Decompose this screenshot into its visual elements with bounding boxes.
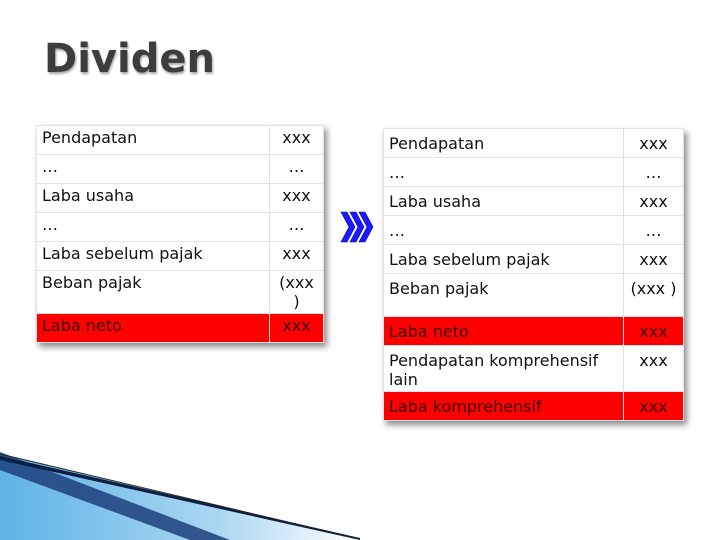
income-statement-table-right [383, 128, 684, 421]
table-row-highlighted [384, 392, 684, 421]
row-label: … [384, 158, 624, 187]
table-row [37, 213, 324, 242]
table-row-highlighted [37, 314, 324, 343]
row-value: xxx [270, 126, 324, 155]
triple-chevron-right-icon [339, 210, 375, 244]
row-value: … [624, 216, 684, 245]
row-value: xxx [624, 245, 684, 274]
table-row [384, 274, 684, 317]
row-label: Pendapatan komprehensif lain [384, 346, 624, 392]
table-row [37, 184, 324, 213]
row-label: Beban pajak [37, 271, 270, 314]
table-row [37, 271, 324, 314]
row-label: Pendapatan [37, 126, 270, 155]
table-row [384, 158, 684, 187]
table-row [37, 242, 324, 271]
income-statement-table-left [36, 125, 324, 343]
row-value: xxx [624, 392, 684, 421]
row-value: xxx [270, 242, 324, 271]
slide-title: Dividen [44, 36, 215, 82]
row-label: Laba usaha [384, 187, 624, 216]
table-row [384, 245, 684, 274]
table-row [384, 187, 684, 216]
row-value: (xxx ) [624, 274, 684, 317]
row-value: … [270, 155, 324, 184]
table-row [37, 155, 324, 184]
row-value: … [624, 158, 684, 187]
row-label: … [37, 155, 270, 184]
row-label: Laba sebelum pajak [37, 242, 270, 271]
row-value: xxx [624, 317, 684, 346]
row-value: xxx [624, 129, 684, 158]
row-value: xxx [270, 184, 324, 213]
table-row [37, 126, 324, 155]
row-label: Laba komprehensif [384, 392, 624, 421]
row-value: xxx [624, 346, 684, 392]
table-row [384, 346, 684, 392]
row-label: … [384, 216, 624, 245]
row-value: xxx [270, 314, 324, 343]
row-value: (xxx ) [270, 271, 324, 314]
row-value: xxx [624, 187, 684, 216]
row-label: Laba sebelum pajak [384, 245, 624, 274]
table-row-highlighted [384, 317, 684, 346]
row-label: … [37, 213, 270, 242]
row-value: … [270, 213, 324, 242]
row-label: Beban pajak [384, 274, 624, 317]
row-label: Laba usaha [37, 184, 270, 213]
table-row [384, 129, 684, 158]
row-label: Laba neto [384, 317, 624, 346]
row-label: Pendapatan [384, 129, 624, 158]
row-label: Laba neto [37, 314, 270, 343]
table-row [384, 216, 684, 245]
corner-swoosh-decoration [0, 440, 360, 540]
